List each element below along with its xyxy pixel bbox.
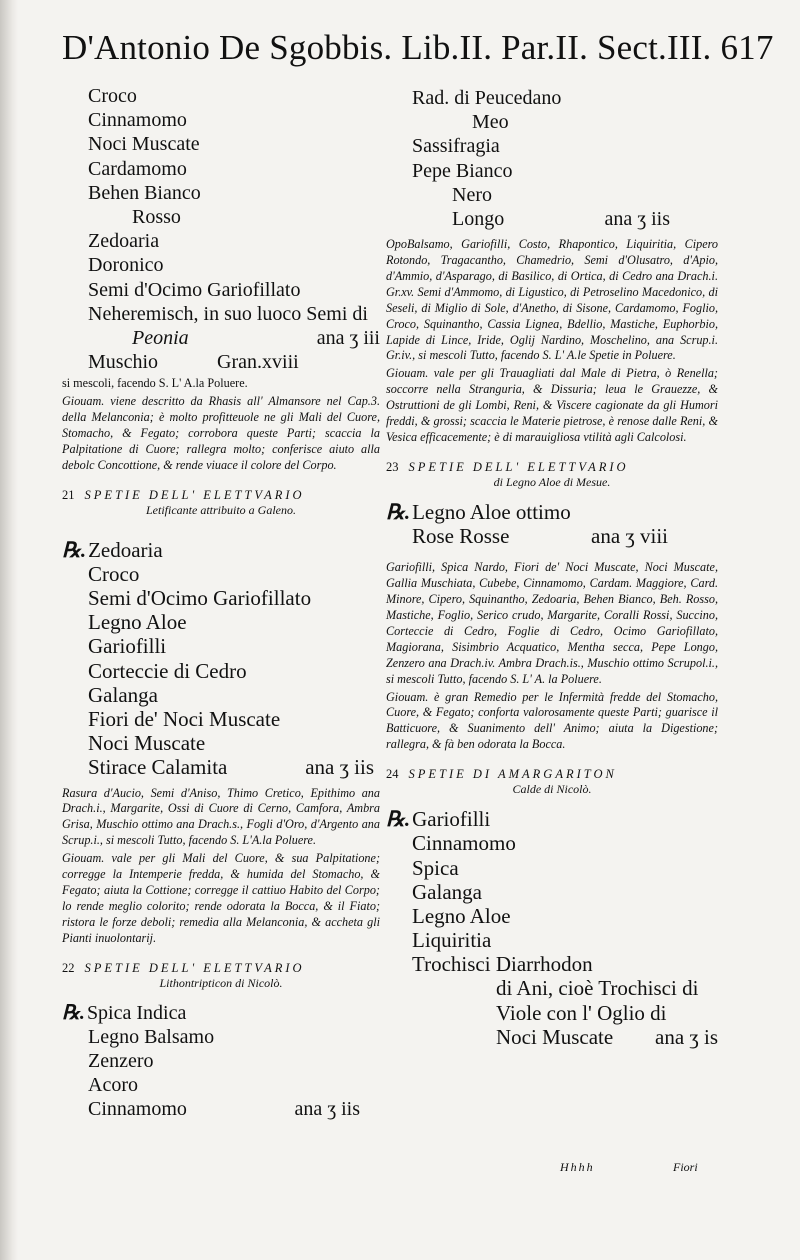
recipe-symbol: ℞. (62, 1001, 85, 1024)
ingredient-line: Gariofilli (88, 634, 167, 659)
ingredient-line: Semi d'Ocimo Gariofillato (88, 586, 312, 611)
ingredient-line: Spica (412, 855, 459, 880)
signature-mark: Hhhh (560, 1160, 595, 1174)
ingredient-line (62, 1097, 380, 1121)
running-head: D'Antonio De Sgobbis. Lib.II. Par.II. Sect.III. 617 (62, 28, 774, 67)
section-number: 22 (62, 960, 75, 975)
ingredient-line: Noci Muscate (88, 133, 200, 156)
section-heading (62, 961, 380, 976)
ingredient-line: Corteccie di Cedro (88, 658, 247, 683)
ingredient-line: Noci Muscate (88, 731, 206, 756)
commentary-paragraph: Giouam. è gran Remedio per le Infermità fredde del Stomacho, Cuore, & Fegato; conforta valorosamente queste Parti; guarisce il Batticuore, & Suanimento dell' Animo; aiuta la Digestione; rallegra, & fà ben odorata la Bocca. (386, 689, 718, 752)
section-number: 24 (386, 767, 399, 782)
right-column (386, 86, 718, 1049)
ingredient-name: Peonia (132, 326, 189, 349)
section-number: 23 (386, 459, 399, 474)
ingredient-line: Doronico (88, 254, 164, 277)
signature-line (560, 1160, 740, 1175)
ingredient-line: Liquiritia (412, 928, 492, 953)
ingredient-name: Legno Aloe ottimo (412, 499, 571, 524)
section-title: SPETIE DI AMARGARITON (408, 767, 617, 782)
quantity: ana ʒ iis (305, 755, 374, 780)
ingredient-paragraph: OpoBalsamo, Gariofilli, Costo, Rhapontico, Liquiritia, Cipero Rotondo, Tragacantho, Chamedrio, Semi d'Olusatro, d'Apio, d'Ammio, d'Asparago, di Basilico, di Ortica, di Cedro ana Drach.i. Gr.xv. Semi d'Ammomo, di Ligustico, di Petroselino Macedonico, di Seseli, di Miglio di Sole, d'Anetho, di Sisone, Cardamomo, Foglio, Croco, Squinantho, Cassia Lignea, Bdellio, Mastiche, Euphorbio, Lapide di Lince, Iride, Oglij Nardino, Moschelino, ana Scrup.i. Gr.iv., si mescoli Tutto, facendo S. L' A.le Spetie in Poluere. (386, 237, 718, 363)
ingredient-name: Noci Muscate (496, 1024, 614, 1049)
recipe-symbol: ℞. (62, 537, 87, 562)
ingredient-line: Legno Aloe (412, 903, 511, 928)
ingredient-line: Acoro (88, 1074, 138, 1097)
ingredient-line: di Ani, cioè Trochisci di (496, 976, 699, 1001)
section-subtitle: Letificante attribuito a Galeno. (146, 502, 296, 517)
ingredient-line: Cinnamomo (88, 109, 187, 132)
ingredient-line: Legno Aloe (88, 610, 187, 635)
section-subtitle: Lithontripticon di Nicolò. (159, 975, 283, 990)
ingredient-line: Fiori de' Noci Muscate (88, 707, 281, 731)
ingredient-line (62, 755, 380, 779)
ingredient-line: Galanga (412, 879, 482, 904)
section-title: SPETIE DELL' ELETTVARIO (408, 459, 629, 474)
ingredient-paragraph: Gariofilli, Spica Nardo, Fiori de' Noci Muscate, Noci Muscate, Gallia Muschiata, Cubebe, Cinnamomo, Cardam. Maggiore, Card. Minore, Cipero, Squinantho, Zedoaria, Behen Bianco, Beh. Rosso, Mastiche, Foglio, Serico crudo, Margarite, Coralli Rossi, Succino, Corteccie di Cedro, Foglie di Cedro, Ocimo Gariofillato, Magiorana, Sisimbrio Acquatico, Mentha secca, Pepe Longo, Zenzero ana Drach.iv. Ambra Drach.is., Muschio ottimo Scrupol.i., si mescoli Tutto, facendo S. L' A. la Poluere. (386, 560, 718, 686)
ingredient-line: Rosso (132, 205, 181, 228)
commentary-paragraph: Giouam. vale per gli Mali del Cuore, & sua Palpitatione; corregge la Intemperie fredda, & humida del Stomacho, & Fegato; aiuta la Cottione; corregge il cattiuo Habito del Corpo; lo rende meglio colorito; rende odorata la Bocca, & il Fiato; ristora le forze deboli; remedia alla Melanconia, & accheta gli Pianti inuolontarij. (62, 851, 380, 945)
quantity: ana ʒ viii (591, 524, 668, 549)
ingredient-name: Spica Indica (86, 1001, 187, 1024)
quantity: Gran.xviii (217, 351, 299, 374)
recipe-symbol: ℞. (386, 499, 411, 524)
ingredient-line: Semi d'Ocimo Gariofillato (88, 278, 301, 301)
left-column (62, 84, 380, 1122)
ingredient-name: Rose Rosse (412, 524, 510, 549)
ingredient-name: Muschio (88, 351, 158, 374)
ingredient-line: Rad. di Peucedano (412, 87, 562, 109)
ingredient-line (62, 350, 380, 374)
ingredient-line (62, 1001, 380, 1025)
page-binding-edge (0, 0, 18, 1260)
ingredient-line: Neheremisch, in suo luoco Semi di (88, 302, 368, 325)
ingredient-line: Croco (88, 85, 137, 107)
recipe-symbol: ℞. (386, 807, 411, 832)
ingredient-line: Zenzero (88, 1050, 154, 1072)
commentary-paragraph: Giouam. viene descritto da Rhasis all' Almansore nel Cap.3. della Melanconia; è molto profitteuole ne gli Mali del Cuore, Stomacho, & Fegato; corrobora queste Parti; scaccia la Palpitatione di Cuore; rallegra molto; conferisce aiuto alla debolc Concottione, & rende viuace il colore del Corpo. (62, 394, 380, 472)
ingredient-line (386, 207, 718, 231)
ingredient-line: Zedoaria (88, 230, 160, 253)
ingredient-line (62, 538, 380, 562)
section-subtitle: di Legno Aloe di Mesue. (493, 474, 611, 489)
ingredient-line: Trochisci Diarrhodon (412, 952, 593, 977)
quantity: ana ʒ iis (604, 207, 670, 230)
ingredient-name: Zedoaria (88, 537, 163, 562)
ingredient-name: Stirace Calamita (88, 755, 228, 780)
ingredient-line (386, 807, 718, 831)
ingredient-line (386, 500, 718, 524)
ingredient-name: Cinnamomo (88, 1098, 187, 1121)
ingredient-name: Longo (452, 207, 505, 230)
ingredient-line: Sassifragia (412, 135, 500, 158)
ingredient-line: Croco (88, 561, 140, 586)
ingredient-line: Meo (472, 111, 509, 134)
catchword: Fiori (673, 1160, 698, 1174)
section-heading (386, 460, 718, 475)
ingredient-line: Cardamomo (88, 157, 187, 180)
section-title: SPETIE DELL' ELETTVARIO (84, 487, 305, 502)
section-heading (386, 767, 718, 782)
ingredient-line: Legno Balsamo (88, 1025, 215, 1048)
ingredient-line: Pepe Bianco (412, 159, 513, 182)
quantity: ana ʒ is (655, 1024, 718, 1049)
section-subtitle: Calde di Nicolò. (512, 782, 592, 797)
ingredient-line (386, 1025, 718, 1049)
quantity: ana ʒ iii (316, 326, 380, 349)
section-title: SPETIE DELL' ELETTVARIO (84, 960, 305, 975)
ingredient-line: Behen Bianco (88, 181, 201, 204)
ingredient-line (62, 326, 380, 350)
ingredient-line: Cinnamomo (412, 831, 516, 856)
quantity: ana ʒ iis (294, 1098, 360, 1121)
section-heading (62, 488, 380, 503)
ingredient-line: Nero (452, 183, 492, 206)
ingredient-paragraph: Rasura d'Aucio, Semi d'Aniso, Thimo Cretico, Epithimo ana Drach.i., Margarite, Ossi di Cuore di Cerno, Camfora, Ambra Grisa, Muschio ottimo ana Drach.s., Fogli d'Oro, d'Argento ana Scrup.i., si mescoli Tutto, facendo S. L'A.la Poluere. (62, 785, 380, 848)
ingredient-line (386, 524, 718, 548)
preparation-note: si mescoli, facendo S. L' A.la Poluere. (62, 376, 248, 391)
ingredient-line: Viole con l' Oglio di (496, 1000, 667, 1025)
section-number: 21 (62, 487, 75, 502)
ingredient-line: Galanga (88, 682, 158, 707)
ingredient-name: Gariofilli (412, 807, 491, 832)
commentary-paragraph: Giouam. vale per gli Trauagliati dal Male di Pietra, ò Renella; soccorre nella Stranguria, & Dissuria; leua le Grauezze, & Ostruttioni de gli Lombi, Reni, & Viscere cagionate da gli Humori freddi, & grossi; scaccia le Materie pietrose, è renose dalle Reni, & Vesica efficacemente; è di marauigliosa vtilità agli Calcolosi. (386, 366, 718, 444)
